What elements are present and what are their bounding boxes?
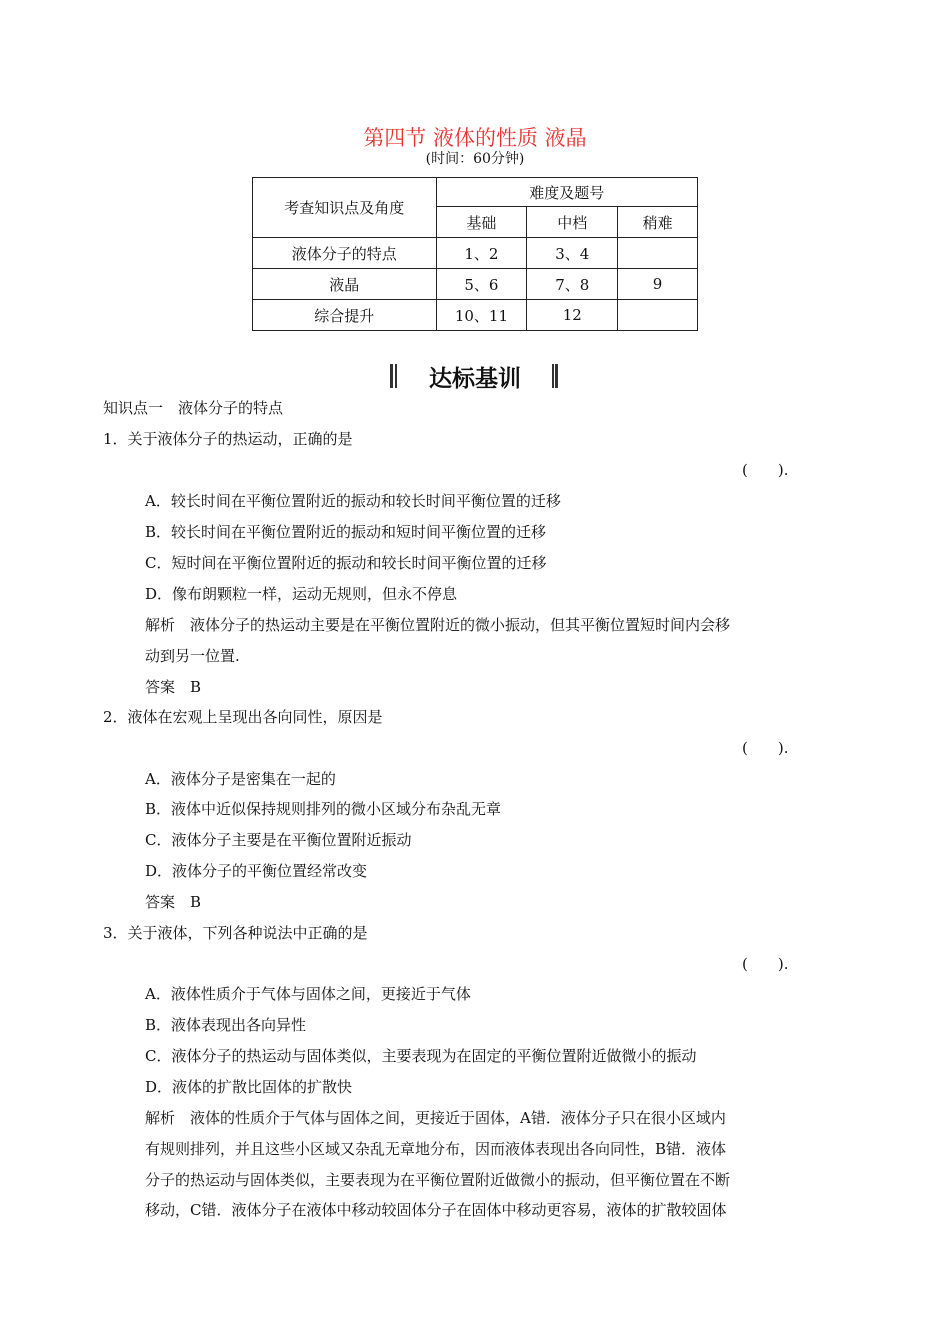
section-heading-text: 达标基训 — [429, 366, 521, 392]
question-stem: 2．液体在宏观上呈现出各向同性，原因是 — [103, 708, 383, 726]
time-limit: (时间：60分钟) — [425, 151, 525, 167]
row-hard: 9 — [618, 269, 698, 300]
analysis-line: 分子的热运动与固体类似，主要表现为在平衡位置附近做微小的振动，但平衡位置在不断 — [145, 1171, 731, 1189]
analysis-line: 有规则排列，并且这些小区域又杂乱无章地分布，因而液体表现出各向同性，B错．液体 — [145, 1140, 727, 1158]
option-b: B．液体中近似保持规则排列的微小区域分布杂乱无章 — [145, 800, 502, 818]
section-heading — [0, 358, 950, 392]
table-row — [253, 238, 698, 269]
option-d: D．液体的扩散比固体的扩散快 — [145, 1078, 353, 1096]
question-stem: 3．关于液体，下列各种说法中正确的是 — [103, 924, 368, 942]
option-a: A．液体性质介于气体与固体之间，更接近于气体 — [145, 985, 471, 1003]
analysis-line: 解析 液体的性质介于气体与固体之间，更接近于固体，A错．液体分子只在很小区域内 — [145, 1109, 726, 1127]
row-hard — [618, 300, 698, 331]
option-c: C．液体分子主要是在平衡位置附近振动 — [145, 831, 412, 849]
answer-blank: ( ). — [742, 461, 789, 479]
answer-blank: ( ). — [742, 739, 789, 757]
option-b: B．较长时间在平衡位置附近的振动和短时间平衡位置的迁移 — [145, 523, 547, 541]
answer-line: 答案 B — [145, 893, 202, 911]
page-title: 第四节 液体的性质 液晶 — [363, 126, 587, 150]
question-stem: 1．关于液体分子的热运动，正确的是 — [103, 430, 353, 448]
answer-line: 答案 B — [145, 678, 202, 696]
row-topic: 液晶 — [253, 269, 437, 300]
header-hard: 稍难 — [618, 207, 698, 238]
header-medium: 中档 — [527, 207, 618, 238]
option-c: C．液体分子的热运动与固体类似，主要表现为在固定的平衡位置附近做微小的振动 — [145, 1047, 697, 1065]
row-basic: 5、6 — [436, 269, 527, 300]
knowledge-point-label: 知识点一 液体分子的特点 — [103, 399, 284, 417]
answer-blank: ( ). — [742, 955, 789, 973]
option-d: D．液体分子的平衡位置经常改变 — [145, 862, 368, 880]
row-medium: 7、8 — [527, 269, 618, 300]
row-topic: 综合提升 — [253, 300, 437, 331]
option-d: D．像布朗颗粒一样，运动无规则，但永不停息 — [145, 585, 458, 603]
row-hard — [618, 238, 698, 269]
option-b: B．液体表现出各向异性 — [145, 1016, 307, 1034]
right-bar-decoration — [555, 364, 558, 388]
table-row — [253, 269, 698, 300]
option-a: A．较长时间在平衡位置附近的振动和较长时间平衡位置的迁移 — [145, 492, 561, 510]
row-topic: 液体分子的特点 — [253, 238, 437, 269]
row-medium: 3、4 — [527, 238, 618, 269]
row-medium: 12 — [527, 300, 618, 331]
analysis-line: 移动，C错．液体分子在液体中移动较固体分子在固体中移动更容易，液体的扩散较固体 — [145, 1201, 727, 1219]
option-c: C．短时间在平衡位置附近的振动和较长时间平衡位置的迁移 — [145, 554, 547, 572]
header-basic: 基础 — [436, 207, 527, 238]
row-basic: 1、2 — [436, 238, 527, 269]
difficulty-table — [252, 177, 698, 331]
right-bar-decoration — [552, 364, 554, 388]
option-a: A．液体分子是密集在一起的 — [145, 770, 336, 788]
analysis-line: 解析 液体分子的热运动主要是在平衡位置附近的微小振动，但其平衡位置短时间内会移 — [145, 616, 731, 634]
table-row — [253, 300, 698, 331]
header-difficulty: 难度及题号 — [436, 178, 697, 207]
header-topic: 考查知识点及角度 — [253, 178, 437, 238]
analysis-line: 动到另一位置. — [145, 647, 240, 665]
row-basic: 10、11 — [436, 300, 527, 331]
